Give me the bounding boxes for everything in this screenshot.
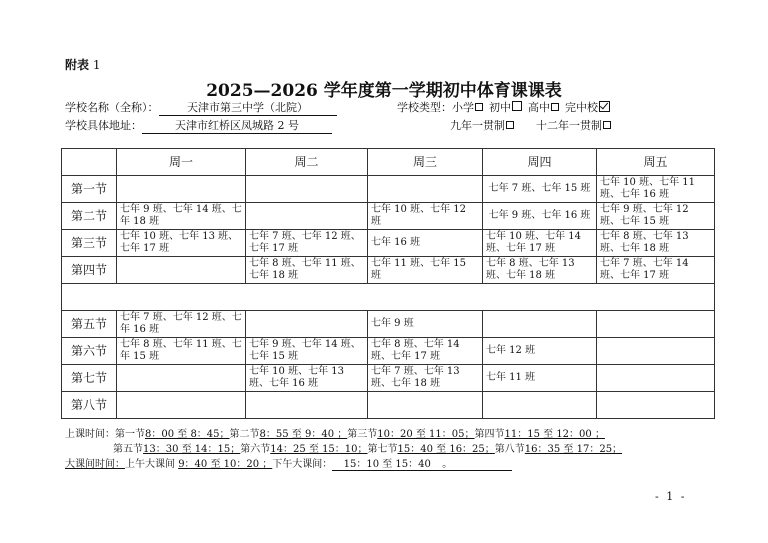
class-time-line-1 bbox=[65, 425, 605, 440]
schedule-cell bbox=[246, 392, 368, 419]
p4-time: 11：15 至 12：00 ； bbox=[504, 429, 605, 440]
schedule-cell bbox=[246, 311, 368, 338]
type-complete-checkbox-checked[interactable] bbox=[599, 101, 610, 112]
type-primary-checkbox[interactable] bbox=[475, 103, 483, 111]
page-title: 2025—2026 学年度第一学期初中体育课课表 bbox=[206, 81, 562, 101]
am-break-time: 9：40 至 10：20 ； bbox=[178, 459, 273, 470]
p1-label: 第一节 bbox=[115, 429, 145, 440]
lunch-break-cell bbox=[62, 284, 715, 311]
schedule-cell bbox=[483, 311, 597, 338]
schedule-cell: 七年 10 班、七年 14 班、七年 17 班 bbox=[483, 230, 597, 257]
schedule-cell bbox=[597, 338, 715, 365]
type-nine-year-checkbox[interactable] bbox=[506, 121, 514, 129]
schedule-cell: 七年 8 班、七年 11 班、七年 18 班 bbox=[246, 257, 368, 284]
table-row bbox=[62, 257, 715, 284]
schedule-cell: 七年 7 班、七年 13 班、七年 18 班 bbox=[368, 365, 483, 392]
period-label: 第七节 bbox=[62, 365, 117, 392]
schedule-cell bbox=[117, 392, 246, 419]
header-day: 周四 bbox=[483, 149, 597, 176]
schedule-cell bbox=[597, 365, 715, 392]
lunch-break-row bbox=[62, 284, 715, 311]
schedule-cell bbox=[246, 203, 368, 230]
schedule-cell: 七年 8 班、七年 14 班、七年 17 班 bbox=[368, 338, 483, 365]
schedule-cell: 七年 10 班、七年 13 班、七年 16 班 bbox=[246, 365, 368, 392]
table-row bbox=[62, 365, 715, 392]
type-senior: 高中 bbox=[528, 101, 550, 114]
schedule-cell: 七年 7 班、七年 14 班、七年 17 班 bbox=[597, 257, 715, 284]
schedule-cell bbox=[483, 392, 597, 419]
schedule-cell: 七年 12 班 bbox=[483, 338, 597, 365]
schedule-cell bbox=[368, 176, 483, 203]
schedule-cell: 七年 10 班、七年 13 班、七年 17 班 bbox=[117, 230, 246, 257]
period-label: 第一节 bbox=[62, 176, 117, 203]
p4-label: 第四节 bbox=[474, 429, 505, 440]
header-row bbox=[62, 149, 715, 176]
header-day: 周二 bbox=[246, 149, 368, 176]
p7-time: 15：40 至 16：25； bbox=[397, 444, 495, 455]
type-junior-checkbox[interactable] bbox=[512, 101, 522, 111]
schedule-cell: 七年 9 班、七年 16 班 bbox=[483, 203, 597, 230]
schedule-cell: 七年 11 班、七年 15 班 bbox=[368, 257, 483, 284]
class-time-label: 上课时间： bbox=[65, 429, 115, 440]
schedule-cell: 七年 8 班、七年 11 班、七年 15 班 bbox=[117, 338, 246, 365]
schedule-cell: 七年 10 班、七年 11 班、七年 16 班 bbox=[597, 176, 715, 203]
header-day: 周五 bbox=[597, 149, 715, 176]
p6-label: 第六节 bbox=[240, 444, 271, 455]
type-senior-checkbox[interactable] bbox=[551, 103, 559, 111]
school-type-label: 学校类型： bbox=[397, 101, 452, 114]
type-twelve-year: 十二年一贯制 bbox=[536, 119, 602, 132]
schedule-table bbox=[61, 148, 715, 419]
p8-time: 16：35 至 17：25； bbox=[524, 444, 623, 455]
schedule-cell: 七年 7 班、七年 12 班、七年 17 班 bbox=[246, 230, 368, 257]
header-day: 周一 bbox=[117, 149, 246, 176]
p3-time: 10：20 至 11：05； bbox=[377, 429, 475, 440]
p6-time: 14：25 至 15：10； bbox=[270, 444, 368, 455]
schedule-cell: 七年 7 班、七年 15 班 bbox=[483, 176, 597, 203]
class-time-line-2 bbox=[113, 440, 622, 455]
schedule-cell bbox=[117, 365, 246, 392]
type-complete: 完中校 bbox=[565, 101, 598, 114]
type-twelve-year-checkbox[interactable] bbox=[603, 121, 611, 129]
break-end-mark: 。 bbox=[442, 455, 512, 471]
appendix-text: 附表 bbox=[65, 58, 90, 72]
period-label: 第八节 bbox=[62, 392, 117, 419]
schedule-cell: 七年 10 班、七年 12 班 bbox=[368, 203, 483, 230]
break-time-line bbox=[65, 455, 512, 471]
schedule-cell bbox=[117, 176, 246, 203]
school-name-row bbox=[65, 99, 337, 116]
period-label: 第四节 bbox=[62, 257, 117, 284]
school-name-value: 天津市第三中学（北院） bbox=[159, 99, 337, 116]
pm-break-label: 下午大课间： bbox=[272, 459, 333, 470]
p1-time: 8：00 至 8：45； bbox=[145, 429, 230, 440]
am-break-label: 上午大课间 bbox=[125, 459, 175, 470]
break-label: 大课间时间： bbox=[65, 459, 125, 470]
p2-time: 8：55 至 9：40 ； bbox=[259, 429, 348, 440]
header-corner bbox=[62, 149, 117, 176]
school-address-row bbox=[65, 117, 332, 134]
period-label: 第三节 bbox=[62, 230, 117, 257]
schedule-cell bbox=[597, 311, 715, 338]
schedule-cell bbox=[597, 392, 715, 419]
appendix-number: 1 bbox=[92, 58, 101, 72]
table-row bbox=[62, 176, 715, 203]
schedule-cell: 七年 9 班、七年 14 班、七年 18 班 bbox=[117, 203, 246, 230]
pm-break-time: 15：10 至 15：40 bbox=[332, 455, 442, 471]
appendix-label bbox=[65, 56, 100, 73]
period-label: 第二节 bbox=[62, 203, 117, 230]
schedule-cell: 七年 8 班、七年 13 班、七年 18 班 bbox=[483, 257, 597, 284]
page-number: - 1 - bbox=[655, 490, 687, 503]
schedule-cell bbox=[246, 176, 368, 203]
table-row bbox=[62, 338, 715, 365]
p5-label: 第五节 bbox=[113, 444, 143, 455]
school-name-label: 学校名称（全称）： bbox=[65, 101, 159, 114]
table-row bbox=[62, 311, 715, 338]
table-row bbox=[62, 392, 715, 419]
school-address-value: 天津市红桥区凤城路 2 号 bbox=[142, 117, 332, 134]
schedule-cell: 七年 9 班、七年 12 班、七年 15 班 bbox=[597, 203, 715, 230]
schedule-cell bbox=[368, 392, 483, 419]
p8-label: 第八节 bbox=[494, 444, 525, 455]
schedule-cell: 七年 9 班 bbox=[368, 311, 483, 338]
schedule-cell: 七年 7 班、七年 12 班、七年 16 班 bbox=[117, 311, 246, 338]
header-day: 周三 bbox=[368, 149, 483, 176]
type-primary: 小学 bbox=[452, 101, 474, 114]
period-label: 第五节 bbox=[62, 311, 117, 338]
school-type-group bbox=[397, 99, 610, 115]
period-label: 第六节 bbox=[62, 338, 117, 365]
table-row bbox=[62, 230, 715, 257]
p2-label: 第二节 bbox=[229, 429, 260, 440]
school-type-group-2 bbox=[450, 117, 617, 133]
school-address-label: 学校具体地址： bbox=[65, 119, 142, 132]
table-row bbox=[62, 203, 715, 230]
schedule-cell bbox=[117, 257, 246, 284]
type-junior: 初中 bbox=[489, 101, 511, 114]
p3-label: 第三节 bbox=[347, 429, 378, 440]
schedule-cell: 七年 9 班、七年 14 班、七年 15 班 bbox=[246, 338, 368, 365]
p7-label: 第七节 bbox=[367, 444, 398, 455]
schedule-cell: 七年 16 班 bbox=[368, 230, 483, 257]
schedule-cell: 七年 8 班、七年 13 班、七年 18 班 bbox=[597, 230, 715, 257]
type-nine-year: 九年一贯制 bbox=[450, 119, 505, 132]
p5-time: 13：30 至 14：15； bbox=[143, 444, 241, 455]
schedule-cell: 七年 11 班 bbox=[483, 365, 597, 392]
